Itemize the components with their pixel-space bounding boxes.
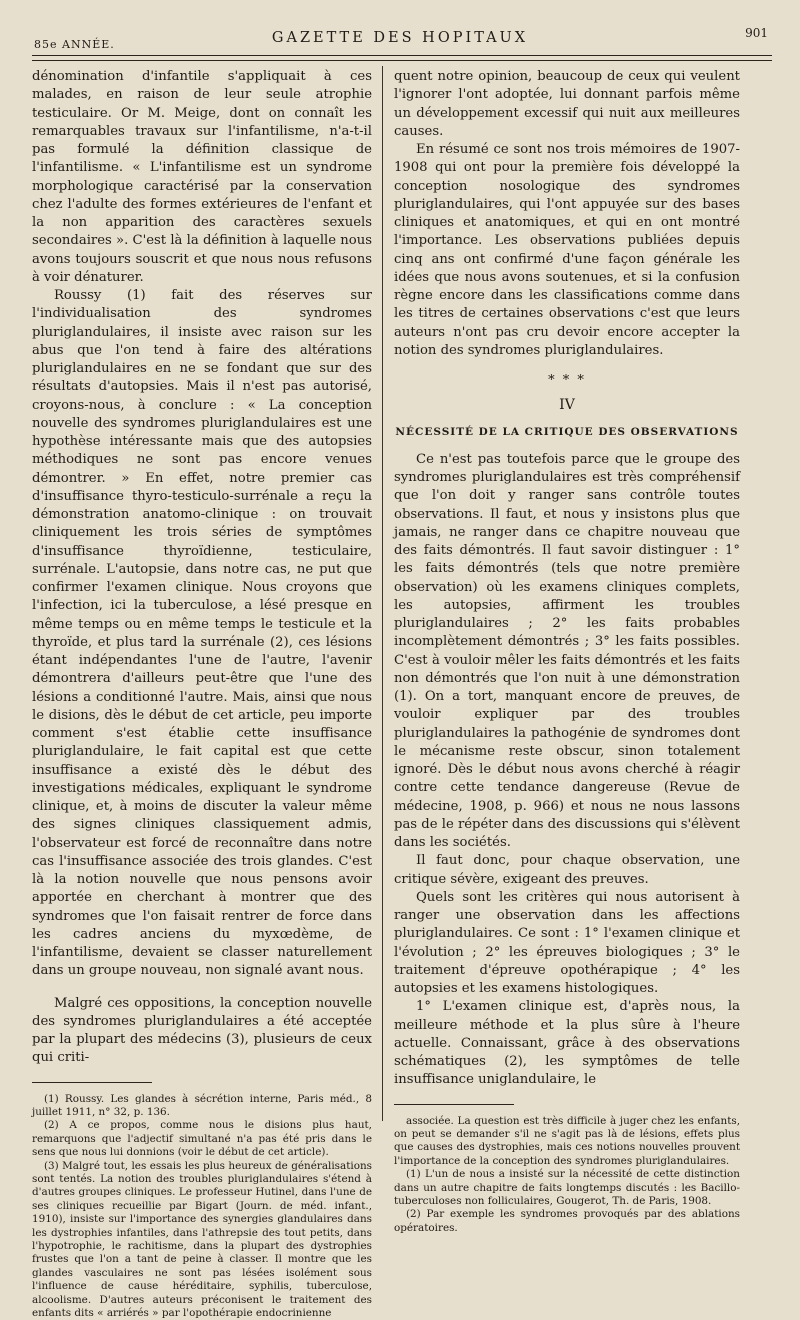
right-column [394, 68, 740, 1235]
header-rule-bottom [32, 60, 772, 61]
left-paragraph-2: Roussy (1) fait des réserves sur l'individualisation des syndromes pluriglandulaires, il insiste avec raison sur les abus que l'on tend à faire des altérations pluriglandulaires en ne se fondant que sur des résultats d'autopsies. Mais il n'est pas autorisé, croyons-nous, à conclure : « La conception nouvelle des syndromes pluriglandulaires est une hypothèse intéressante mais que des autopsies méthodiques ne sont pas encore venues démontrer. » En effet, notre premier cas d'insuffisance thyro-testiculo-surrénale a reçu la démonstration anatomo-clinique : on trouvait cliniquement les trois séries de symptômes d'insuffisance thyroïdienne, testiculaire, surrénale. L'autopsie, dans notre cas, ne put que confirmer l'examen clinique. Nous croyons que l'infection, ici la tuberculose, a lésé presque en même temps ou en même temps le testicule et la thyroïde, et plus tard la surrénale (2), ces lésions étant indépendantes l'une de l'autre, l'avenir démontrera d'ailleurs peut-être que l'une des lésions a conditionné l'autre. Mais, ainsi que nous le disions, dès le début de cet article, peu importe comment s'est établie cette insuffisance pluriglandulaire, le fait capital est que cette insuffisance a existé dès le début des investigations médicales, expliquant le syndrome clinique, et, à moins de discuter la valeur même des signes cliniques classiquement admis, l'observateur est forcé de reconnaître dans notre cas l'insuffisance associée des trois glandes. C'est là la notion nouvelle que nous pensons avoir apportée en cherchant à montrer que des syndromes que l'on faisait rentrer de force dans les cadres anciens du myxœdème, de l'infantilisme, devaient se classer naturellement dans un groupe nouveau, non signalé avant nous. [32, 287, 372, 981]
section-number: IV [394, 396, 740, 414]
header-year: 85e ANNÉE. [34, 38, 115, 51]
header-rule-top [32, 55, 772, 56]
footnote-2: (2) A ce propos, comme nous le disions plus haut, remarquons que l'adjectif simultané n'a pas été pris dans le sens que nous lui donnions (voir le début de cet article). [32, 1119, 372, 1159]
left-footnotes [32, 1093, 372, 1320]
footnote-right-1: (1) L'un de nous a insisté sur la nécessité de cette distinction dans un autre chapitre de faits longtemps discutés : les Bacillo-tuberculoses non folliculaires, Gougerot, Th. de Paris, 1908. [394, 1168, 740, 1208]
right-paragraph-2: En résumé ce sont nos trois mémoires de 1907-1908 qui ont pour la première fois développé la conception nosologique des syndromes pluriglandulaires, qui l'ont appuyée sur des bases cliniques et anatomiques, et qui en ont montré l'importance. Les observations publiées depuis cinq ans ont confirmé d'une façon générale les idées que nous avons soutenues, et si la confusion règne encore dans les classifications comme dans les titres de certaines observations c'est que leurs auteurs n'ont pas cru devoir encore accepter la notion des syndromes pluriglandulaires. [394, 141, 740, 360]
left-paragraph-3: Malgré ces oppositions, la conception nouvelle des syndromes pluriglandulaires a été acceptée par la plupart des médecins (3), plusieurs de ceux qui criti- [32, 995, 372, 1068]
footnote-right-2: (2) Par exemple les syndromes provoqués par des ablations opératoires. [394, 1208, 740, 1235]
column-divider [382, 66, 383, 1121]
right-paragraph-5: Quels sont les critères qui nous autorisent à ranger une observation dans les affections pluriglandulaires. Ce sont : 1° l'examen clinique et l'évolution ; 2° les épreuves biologiques ; 3° le traitement d'épreuve opothérapique ; 4° les autopsies et les examens histologiques. [394, 889, 740, 999]
footnote-divider [32, 1082, 152, 1083]
footnote-1: (1) Roussy. Les glandes à sécrétion interne, Paris méd., 8 juillet 1911, n° 32, p. 136. [32, 1093, 372, 1120]
right-paragraph-4: Il faut donc, pour chaque observation, une critique sévère, exigeant des preuves. [394, 852, 740, 889]
right-paragraph-6: 1° L'examen clinique est, d'après nous, la meilleure méthode et la plus sûre à l'heure actuelle. Connaissant, grâce à des observations schématiques (2), les symptômes de telle insuffisance uniglandulaire, le [394, 998, 740, 1089]
section-title: NÉCESSITÉ DE LA CRITIQUE DES OBSERVATIONS [394, 423, 740, 441]
right-footnotes [394, 1115, 740, 1236]
right-paragraph-3: Ce n'est pas toutefois parce que le groupe des syndromes pluriglandulaires est très compréhensif que l'on doit y ranger sans contrôle toutes observations. Il faut, et nous y insistons plus que jamais, ne ranger dans ce chapitre nouveau que des faits démontrés. Il faut savoir distinguer : 1° les faits démontrés (tels que notre première observation) où les examens cliniques complets, les autopsies, affirment les troubles pluriglandulaires ; 2° les faits probables incomplètement démontrés ; 3° les faits possibles. C'est à vouloir mêler les faits démontrés et les faits non démontrés que l'on nuit à une démonstration (1). On a tort, manquant encore de preuves, de vouloir expliquer par des troubles pluriglandulaires la pathogénie de syndromes dont le mécanisme reste obscur, sinon totalement ignoré. Dès le début nous avons cherché à réagir contre cette tendance dangereuse (Revue de médecine, 1908, p. 966) et nous ne nous lassons pas de le répéter dans des discussions qui s'élèvent dans les sociétés. [394, 451, 740, 853]
header-title: GAZETTE DES HOPITAUX [0, 30, 800, 46]
footnote-continued: associée. La question est très difficile à juger chez les enfants, on peut se demander s'il ne s'agit pas là de lésions, effets plus que causes des dystrophies, mais ces notions nouvelles prouvent l'importance de la conception des syndromes pluriglandulaires. [394, 1115, 740, 1169]
section-ornament: * * * [394, 372, 740, 390]
footnote-divider-right [394, 1104, 514, 1105]
footnote-3: (3) Malgré tout, les essais les plus heureux de généralisations sont tentés. La notion des troubles pluriglandulaires s'étend à d'autres groupes cliniques. Le professeur Hutinel, dans l'une de ses cliniques recueillie par Bigart (Journ. de méd. infant., 1910), insiste sur l'importance des synergies glandulaires dans les dystrophies infantiles, dans l'athrepsie des tout petits, dans l'hypotrophie, le rachitisme, dans la plupart des dystrophies frustes que l'on a tant de peine à classer. Il montre que les glandes vasculaires ne sont pas lésées isolément sous l'influence de cause héréditaire, syphilis, tuberculose, alcoolisme. D'autres auteurs préconisent le traitement des enfants dits « arriérés » par l'opothérapie endocrinienne [32, 1160, 372, 1320]
left-column [32, 68, 372, 1320]
right-paragraph-1: quent notre opinion, beaucoup de ceux qui veulent l'ignorer l'ont adoptée, lui donnant parfois même un développement excessif qui nuit aux meilleures causes. [394, 68, 740, 141]
left-paragraph-1: dénomination d'infantile s'appliquait à ces malades, en raison de leur seule atrophie testiculaire. Or M. Meige, dont on connaît les remarquables travaux sur l'infantilisme, n'a-t-il pas formulé la définition classique de l'infantilisme. « L'infantilisme est un syndrome morphologique caractérisé par la conservation chez l'adulte des formes extérieures de l'enfant et la non apparition des caractères sexuels secondaires ». C'est là la définition à laquelle nous avons toujours souscrit et que nous nous refusons à voir dénaturer. [32, 68, 372, 287]
header-page-number: 901 [745, 26, 768, 40]
